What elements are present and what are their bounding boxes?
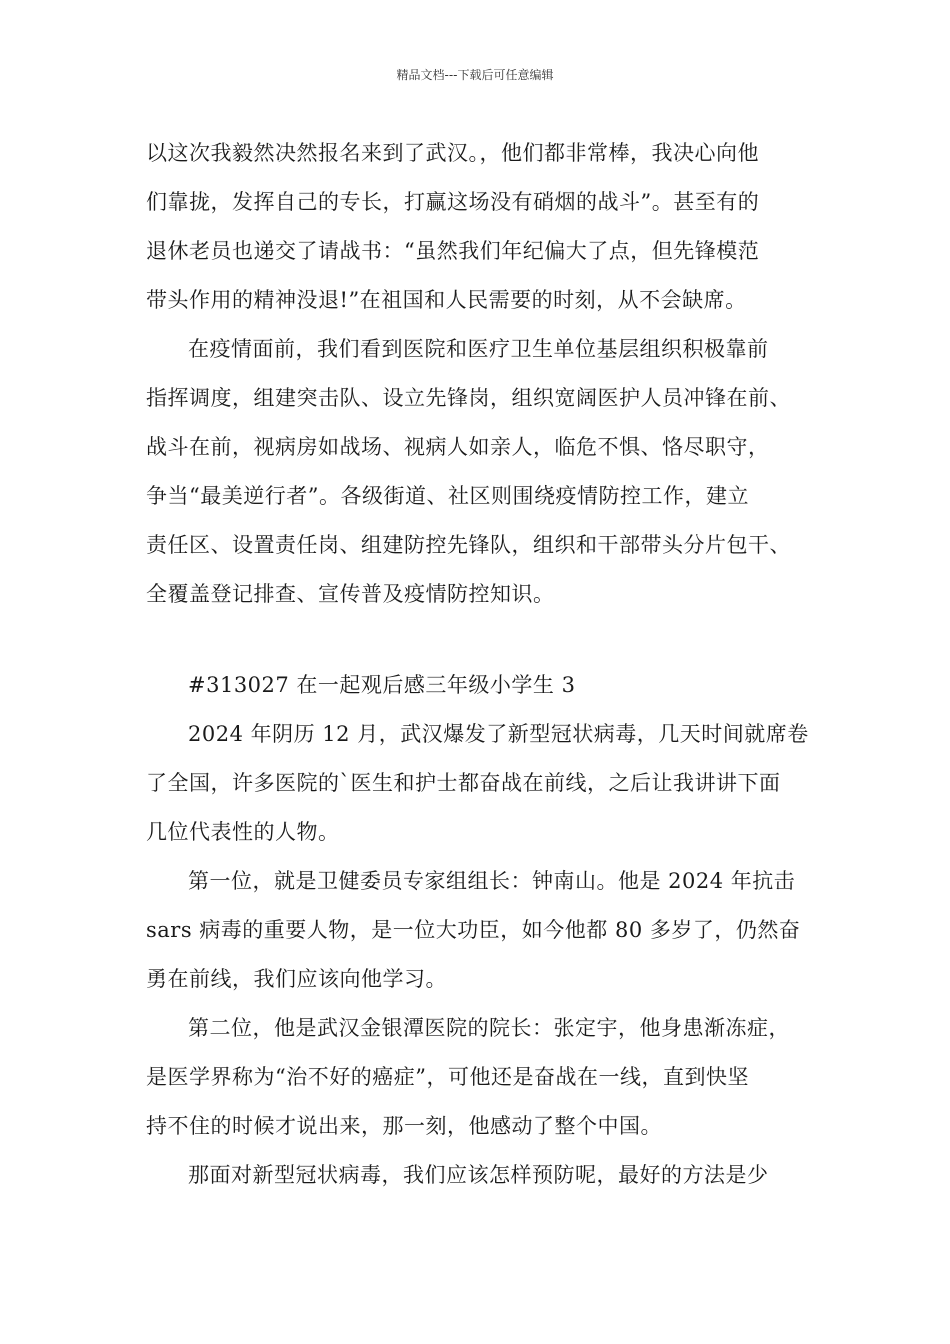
text-line: sars 病毒的重要人物，是一位大功臣，如今他都 80 多岁了，仍然奋 <box>146 918 801 942</box>
text-line: 带头作用的精神没退!”在祖国和人民需要的时刻，从不会缺席。 <box>146 288 747 312</box>
paragraph <box>146 130 826 326</box>
text-line: 勇在前线，我们应该向他学习。 <box>146 967 447 991</box>
text-line: 2024 年阴历 12 月，武汉爆发了新型冠状病毒，几天时间就席卷 <box>188 722 809 746</box>
text-line: 争当“最美逆行者”。各级街道、社区则围绕疫情防控工作，建立 <box>146 484 749 508</box>
text-line: 第一位，就是卫健委员专家组组长：钟南山。他是 2024 年抗击 <box>188 869 796 893</box>
text-line: 退休老员也递交了请战书：“虽然我们年纪偏大了点，但先锋模范 <box>146 239 760 263</box>
text-line: 战斗在前，视病房如战场、视病人如亲人，临危不惧、恪尽职守， <box>146 435 770 459</box>
paragraph <box>146 326 826 620</box>
text-line: 们靠拢，发挥自己的专长，打赢这场没有硝烟的战斗”。甚至有的 <box>146 190 760 214</box>
paragraph <box>146 858 826 1005</box>
paragraph <box>146 1152 826 1201</box>
section-title: #313027 在一起观后感三年级小学生 3 <box>188 673 576 697</box>
text-line: 那面对新型冠状病毒，我们应该怎样预防呢，最好的方法是少 <box>188 1163 769 1187</box>
section-spacer <box>146 620 826 662</box>
text-line: 几位代表性的人物。 <box>146 820 340 844</box>
text-line: 责任区、设置责任岗、组建防控先锋队，组织和干部带头分片包干、 <box>146 533 791 557</box>
text-line: 指挥调度，组建突击队、设立先锋岗，组织宽阔医护人员冲锋在前、 <box>146 386 791 410</box>
paragraph <box>146 711 826 858</box>
text-line: 持不住的时候才说出来，那一刻，他感动了整个中国。 <box>146 1114 662 1138</box>
text-line: 以这次我毅然决然报名来到了武汉。，他们都非常棒，我决心向他 <box>146 141 759 165</box>
document-body <box>146 130 826 1201</box>
text-line: 全覆盖登记排查、宣传普及疫情防控知识。 <box>146 582 555 606</box>
text-line: 了全国，许多医院的`医生和护士都奋战在前线，之后让我讲讲下面 <box>146 771 781 795</box>
page-header: 精品文档---下载后可任意编辑 <box>396 68 554 82</box>
text-line: 在疫情面前，我们看到医院和医疗卫生单位基层组织积极靠前 <box>188 337 769 361</box>
paragraph <box>146 1005 826 1152</box>
text-line: 第二位，他是武汉金银潭医院的院长：张定宇，他身患渐冻症， <box>188 1016 790 1040</box>
text-line: 是医学界称为“治不好的癌症”，可他还是奋战在一线，直到快坚 <box>146 1065 749 1089</box>
